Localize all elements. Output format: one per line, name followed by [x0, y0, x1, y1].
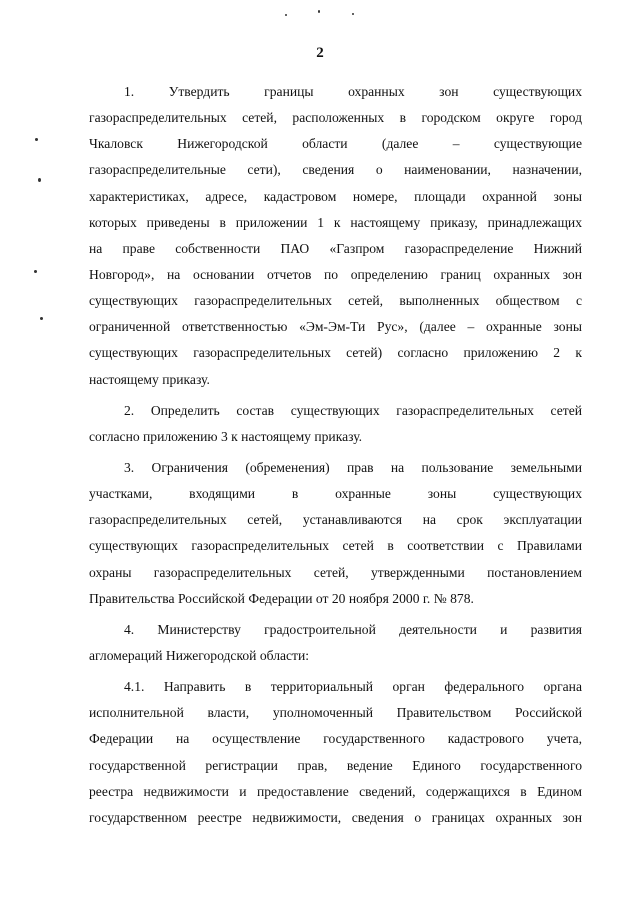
text-line: настоящему приказу.: [89, 371, 210, 387]
text-line: государственной регистрации прав, ведение Единого государственного: [89, 757, 582, 773]
text-line: реестра недвижимости и предоставление сведений, содержащихся в Едином: [89, 783, 582, 799]
text-line: ограниченной ответственностью «Эм-Эм-Ти Рус», (далее – охранные зоны: [89, 319, 582, 335]
document-body: [89, 85, 582, 837]
page-number: 2: [316, 45, 324, 61]
text-line: характеристиках, адресе, кадастровом номере, площади охранной зоны: [89, 188, 582, 204]
paragraph-2: [89, 404, 582, 456]
text-line: исполнительной власти, уполномоченный Правительством Российской: [89, 705, 582, 721]
text-line: газораспределительные сети), сведения о наименовании, назначении,: [89, 162, 582, 178]
paragraph-1: [89, 85, 582, 399]
text-line: газораспределительных сетей, устанавливаются на срок эксплуатации: [89, 512, 582, 528]
text-line: 2. Определить состав существующих газораспределительных сетей: [124, 402, 582, 418]
text-line: участками, входящими в охранные зоны существующих: [89, 486, 582, 502]
text-line: Новгород», на основании отчетов по определению границ охранных зон: [89, 266, 582, 282]
scan-speck: [34, 270, 37, 273]
scan-speck: [38, 178, 41, 182]
text-line: существующих газораспределительных сетей в соответствии с Правилами: [89, 538, 582, 554]
scan-speck: [285, 14, 287, 16]
text-line: Правительства Российской Федерации от 20 ноября 2000 г. № 878.: [89, 590, 474, 606]
text-line: 4.1. Направить в территориальный орган федерального органа: [124, 679, 582, 695]
text-line: 1. Утвердить границы охранных зон существующих: [124, 84, 582, 99]
text-line: государственном реестре недвижимости, сведения о границах охранных зон: [89, 809, 582, 825]
text-line: существующих газораспределительных сетей, выполненных обществом с: [89, 293, 582, 309]
scan-speck: [35, 138, 38, 141]
text-line: на праве собственности ПАО «Газпром газораспределение Нижний: [89, 240, 582, 256]
text-line: согласно приложению 3 к настоящему приказу.: [89, 428, 363, 444]
text-line: которых приведены в приложении 1 к настоящему приказу, принадлежащих: [89, 214, 582, 230]
text-line: охраны газораспределительных сетей, утвержденными постановлением: [89, 564, 582, 580]
text-line: агломераций Нижегородской области:: [89, 647, 310, 663]
paragraph-4-1: [89, 680, 582, 837]
paragraph-3: [89, 461, 582, 618]
scan-speck: [352, 13, 354, 15]
text-line: 4. Министерству градостроительной деятельности и развития: [124, 621, 582, 637]
text-line: Федерации на осуществление государственного кадастрового учета,: [89, 731, 582, 747]
text-line: газораспределительных сетей, расположенных в городском округе город: [89, 110, 582, 126]
text-line: 3. Ограничения (обременения) прав на пользование земельными: [124, 459, 582, 475]
text-line: Чкаловск Нижегородской области (далее – существующие: [89, 136, 582, 152]
scan-speck: [318, 10, 320, 13]
text-line: существующих газораспределительных сетей) согласно приложению 2 к: [89, 345, 582, 361]
scan-speck: [40, 317, 43, 320]
paragraph-4: [89, 623, 582, 675]
